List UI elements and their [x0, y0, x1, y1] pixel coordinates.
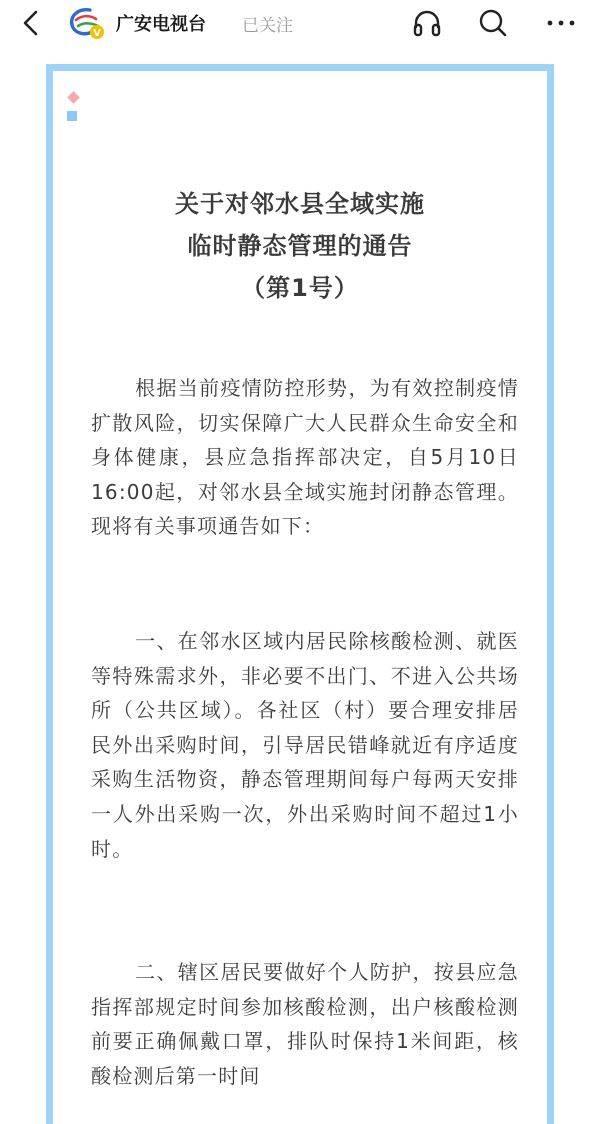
paragraph-text: 一、在邻水区域内居民除核酸检测、就医等特殊需求外，非必要不出门、不进入公共场所（公共区域）。各社区（村）要合理安排居民外出采购时间，引导居民错峰就近有序适度采购生活物资，静态管理期间每户每两天安排一人外出采购一次，外出采购时间不超过1小时。: [91, 629, 519, 861]
headphones-icon: [411, 7, 443, 39]
svg-text:V: V: [93, 28, 101, 39]
channel-name[interactable]: 广安电视台: [116, 14, 206, 35]
title-line: 关于对邻水县全域实施: [175, 190, 425, 218]
title-line: （第1号）: [241, 274, 359, 302]
search-icon: [477, 7, 509, 39]
decor-square: [67, 111, 77, 121]
follow-status[interactable]: 已关注: [242, 16, 293, 36]
article-frame: [46, 64, 554, 1124]
back-button[interactable]: [14, 6, 48, 40]
paragraph-text: 根据当前疫情防控形势，为有效控制疫情扩散风险，切实保障广大人民群众生命安全和身体健康，县应急指挥部决定，自5月10日16:00起，对邻水县全域实施封闭静态管理。现将有关事项通告如下：: [91, 376, 519, 539]
back-arrow-icon: [20, 10, 42, 36]
article-paragraph: [91, 371, 519, 544]
channel-logo[interactable]: [68, 6, 106, 40]
article-paragraph: [91, 624, 519, 866]
more-icon: [545, 7, 577, 39]
search-button[interactable]: [474, 4, 512, 42]
article-title: [53, 183, 547, 309]
top-bar: [0, 0, 600, 46]
article-paragraph: [91, 955, 519, 1093]
decor-diamond: [67, 91, 80, 104]
title-line: 临时静态管理的通告: [187, 232, 413, 260]
more-button[interactable]: [542, 4, 580, 42]
paragraph-text: 二、辖区居民要做好个人防护，按县应急指挥部规定时间参加核酸检测，出户核酸检测前要正确佩戴口罩，排队时保持1米间距，核酸检测后第一时间: [91, 960, 519, 1088]
listen-button[interactable]: [408, 4, 446, 42]
